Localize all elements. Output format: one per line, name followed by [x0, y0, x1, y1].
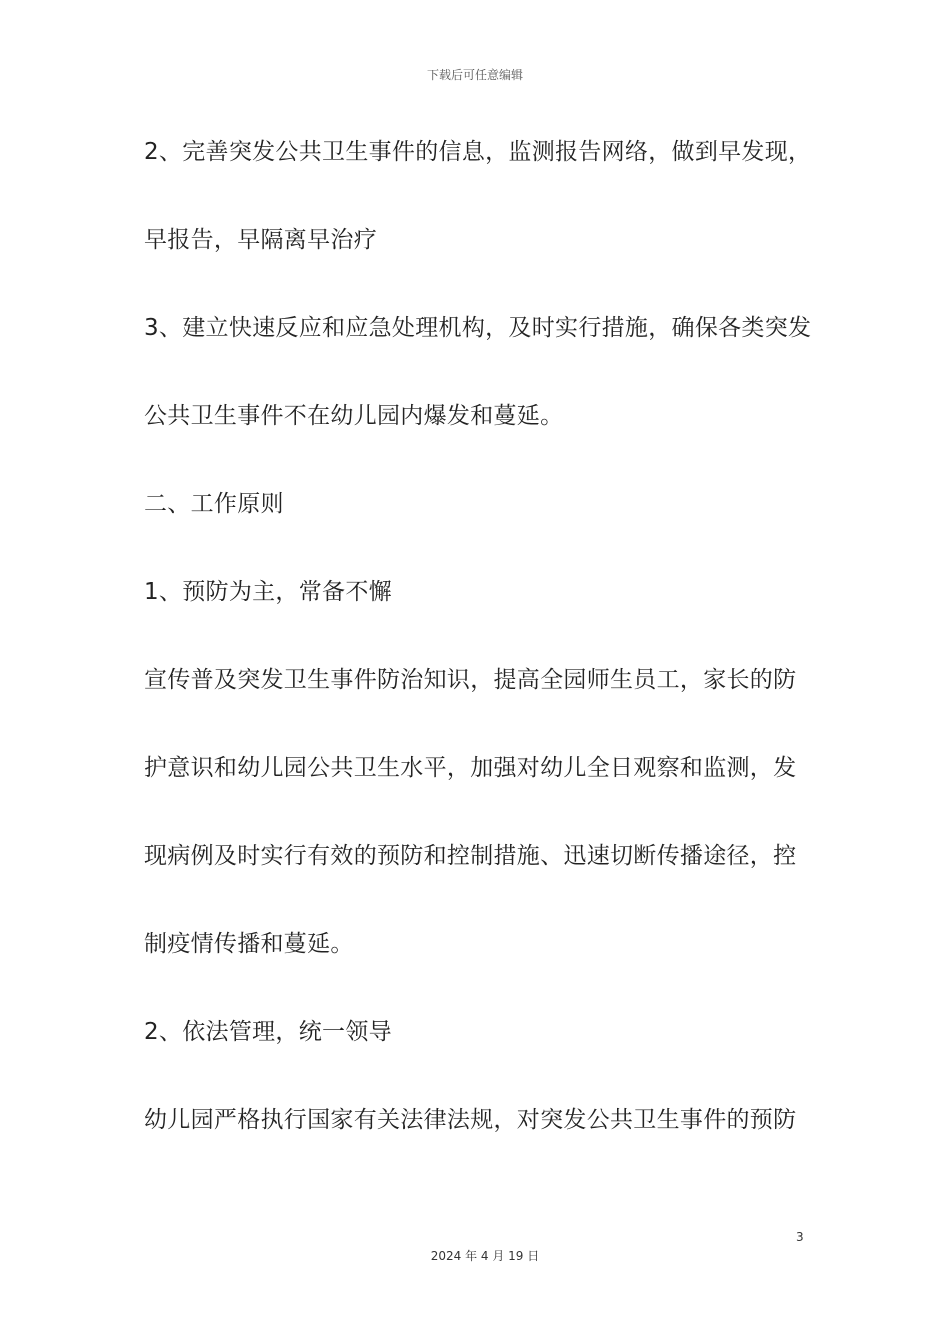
paragraph-line: 3、建立快速反应和应急处理机构，及时实行措施，确保各类突发: [144, 315, 812, 341]
paragraph-line: 早报告，早隔离早治疗: [144, 227, 377, 253]
subsection-heading: 2、依法管理，统一领导: [144, 1019, 392, 1045]
paragraph-line: 制疫情传播和蔓延。: [144, 931, 354, 957]
section-heading: 二、工作原则: [144, 491, 284, 517]
document-body: [144, 128, 816, 1184]
subsection-heading: 1、预防为主，常备不懈: [144, 579, 392, 605]
paragraph-line: 宣传普及突发卫生事件防治知识，提高全园师生员工，家长的防: [144, 667, 797, 693]
paragraph-line: 2、完善突发公共卫生事件的信息，监测报告网络，做到早发现，: [144, 139, 812, 165]
paragraph-line: 公共卫生事件不在幼儿园内爆发和蔓延。: [144, 403, 564, 429]
header-note: 下载后可任意编辑: [426, 68, 523, 82]
footer-date: 2024 年 4 月 19 日: [430, 1249, 540, 1263]
paragraph-line: 现病例及时实行有效的预防和控制措施、迅速切断传播途径，控: [144, 843, 797, 869]
paragraph-line: 护意识和幼儿园公共卫生水平，加强对幼儿全日观察和监测，发: [144, 755, 797, 781]
page-number: 3: [796, 1230, 804, 1244]
paragraph-line: 幼儿园严格执行国家有关法律法规，对突发公共卫生事件的预防: [144, 1107, 797, 1133]
